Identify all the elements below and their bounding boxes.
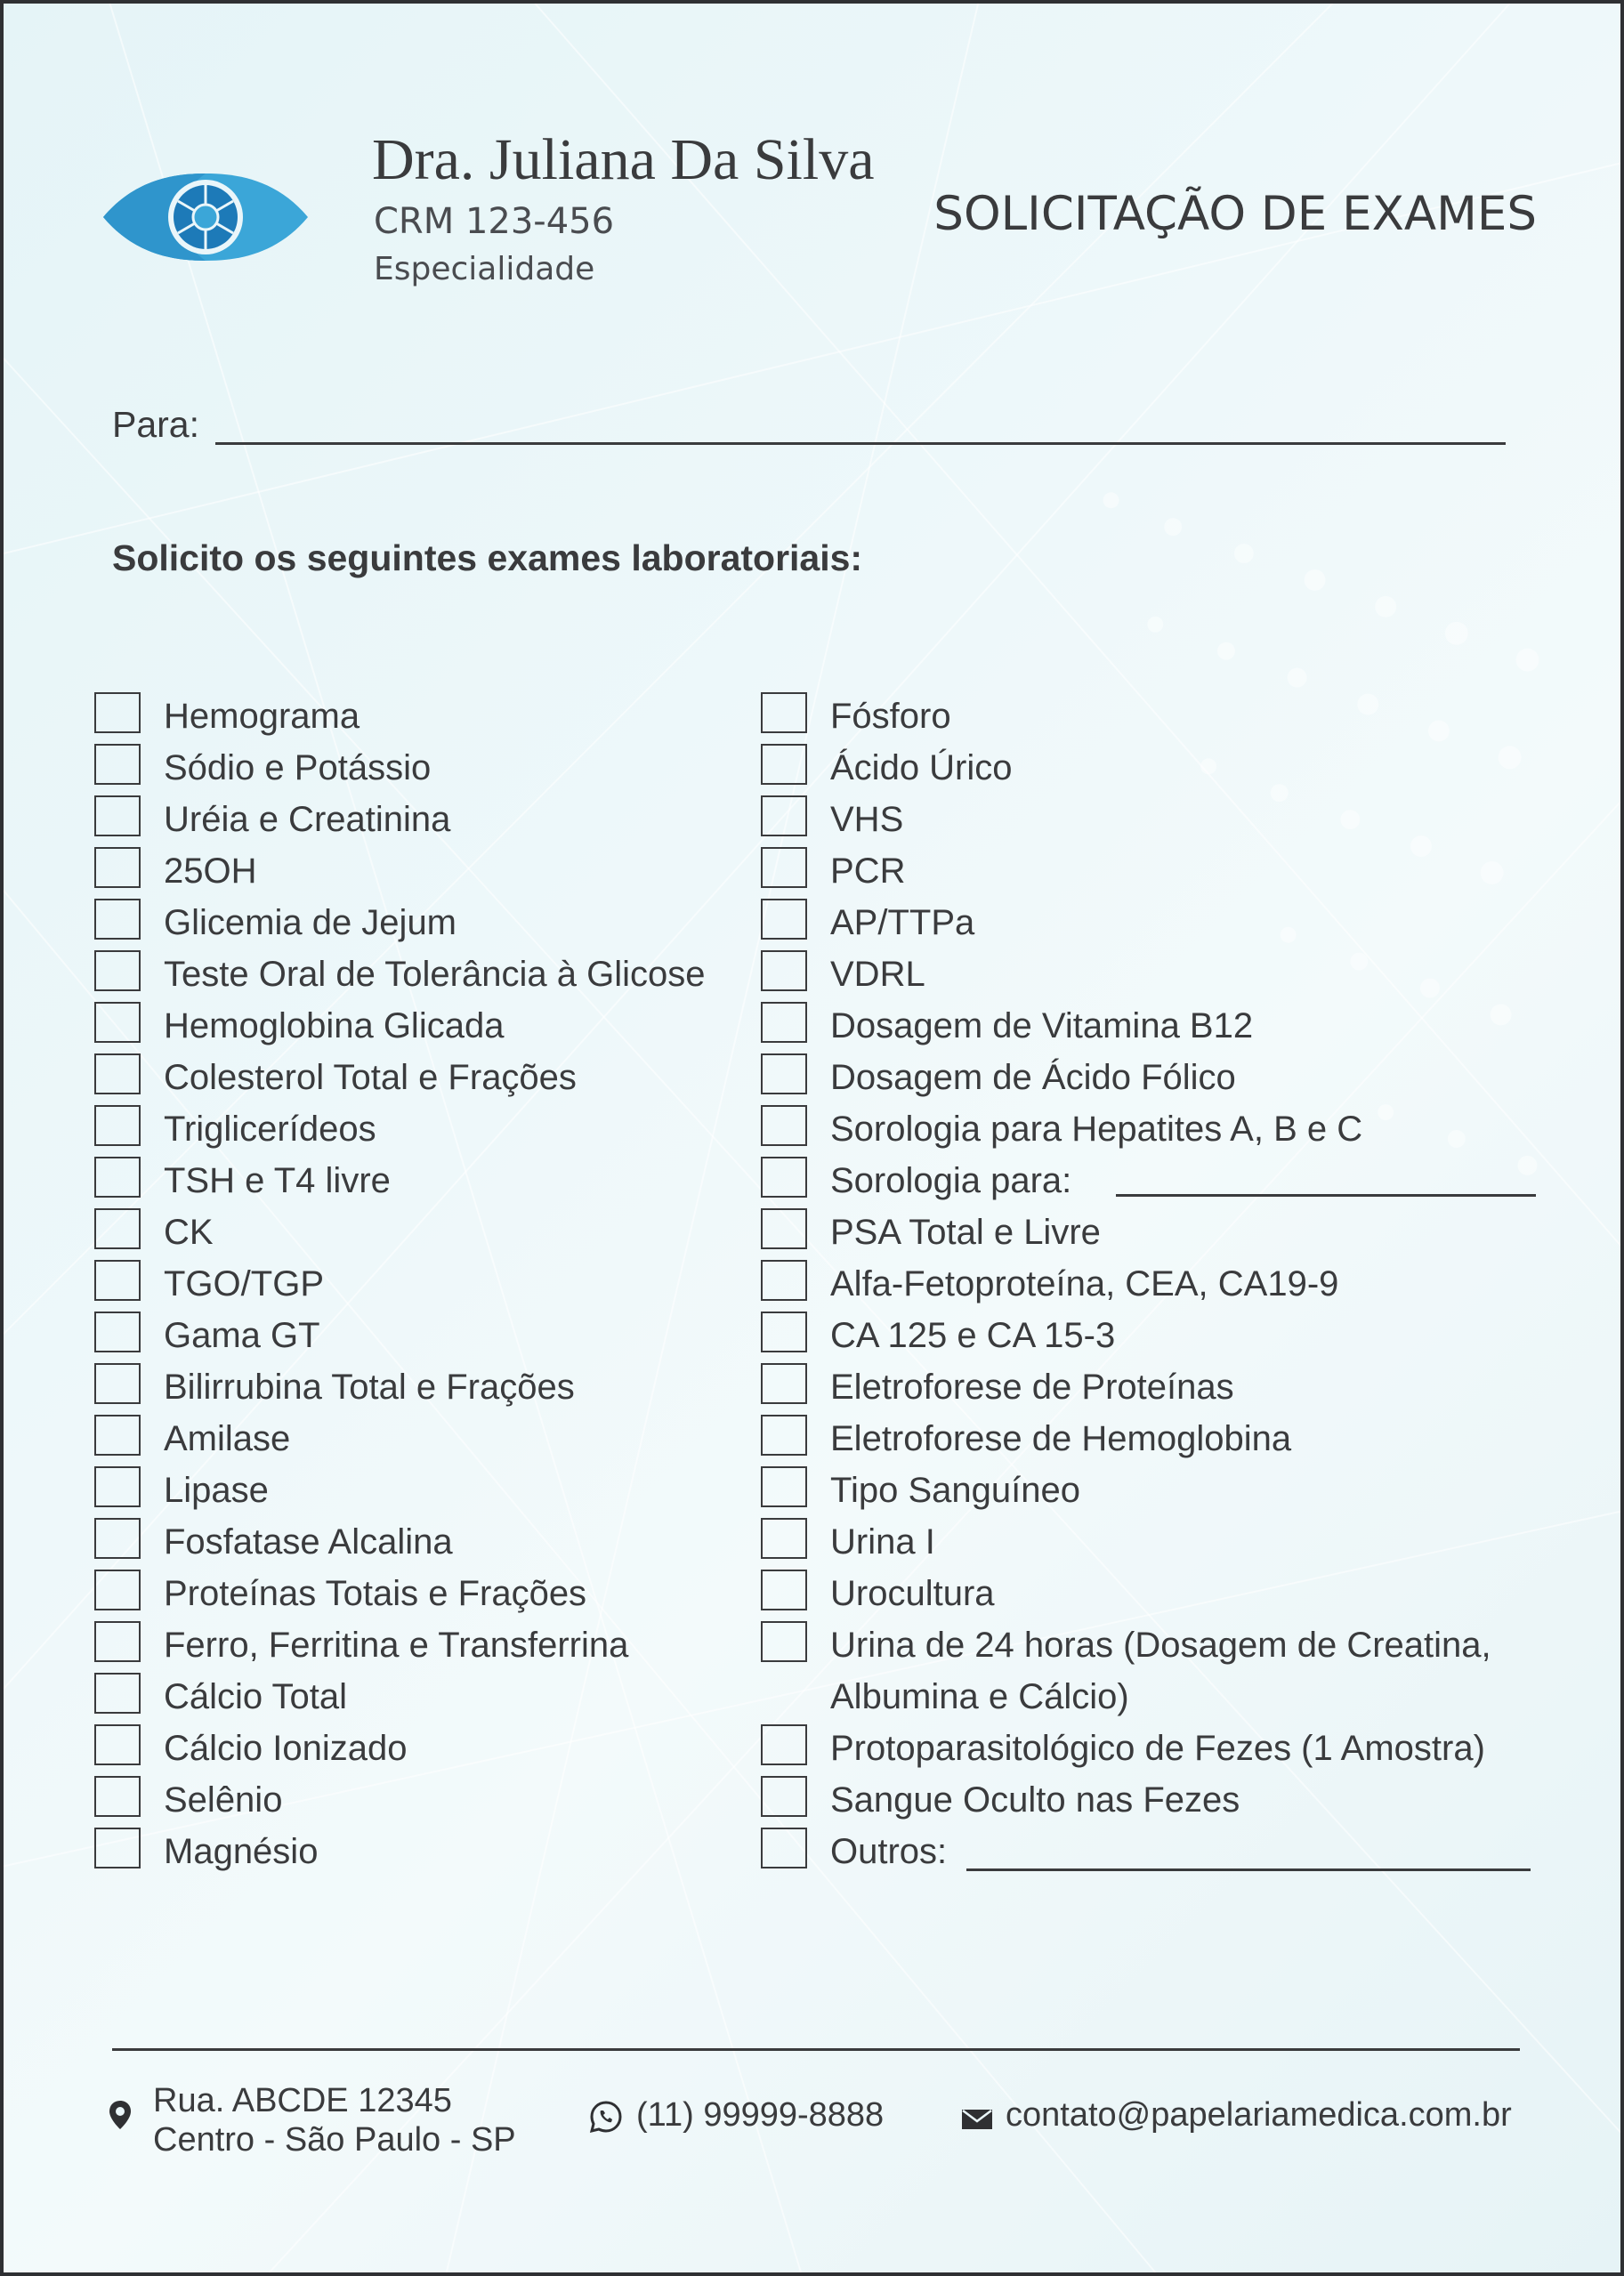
exam-label: CA 125 e CA 15-3 bbox=[830, 1316, 1116, 1355]
exam-checkbox[interactable] bbox=[761, 692, 807, 733]
exam-label: Urina I bbox=[830, 1522, 935, 1562]
phone-number[interactable]: (11) 99999-8888 bbox=[636, 2096, 885, 2134]
exam-checkbox[interactable] bbox=[94, 1105, 141, 1146]
exam-checkbox[interactable] bbox=[761, 1105, 807, 1146]
exam-checkbox[interactable] bbox=[94, 1157, 141, 1198]
address-line-2: Centro - São Paulo - SP bbox=[153, 2121, 516, 2159]
exam-checkbox[interactable] bbox=[94, 1621, 141, 1662]
exam-checkbox[interactable] bbox=[94, 1673, 141, 1714]
exam-checkbox[interactable] bbox=[761, 744, 807, 785]
exam-checkbox[interactable] bbox=[761, 1363, 807, 1404]
exam-label: Gama GT bbox=[164, 1316, 320, 1355]
exam-checkbox[interactable] bbox=[761, 1053, 807, 1094]
exam-checkbox[interactable] bbox=[94, 899, 141, 940]
exam-checkbox[interactable] bbox=[94, 1776, 141, 1817]
exam-checkbox[interactable] bbox=[761, 950, 807, 991]
exam-checkbox[interactable] bbox=[761, 1002, 807, 1043]
exam-label: TGO/TGP bbox=[164, 1264, 324, 1303]
recipient-label: Para: bbox=[112, 404, 199, 445]
footer-divider bbox=[112, 2048, 1520, 2051]
address-line-1: Rua. ABCDE 12345 bbox=[153, 2082, 452, 2119]
exam-checkbox[interactable] bbox=[94, 795, 141, 836]
sorologia-blank-field[interactable] bbox=[1116, 1194, 1536, 1197]
exam-checkbox[interactable] bbox=[94, 1415, 141, 1456]
exam-checkbox[interactable] bbox=[94, 1466, 141, 1507]
crm-number: CRM 123-456 bbox=[374, 201, 615, 242]
exam-label: Fosfatase Alcalina bbox=[164, 1522, 453, 1562]
map-pin-icon bbox=[109, 2100, 132, 2130]
exam-checkbox[interactable] bbox=[94, 1570, 141, 1610]
exam-checkbox[interactable] bbox=[761, 1776, 807, 1817]
exam-label: Hemograma bbox=[164, 697, 360, 736]
exam-label: Hemoglobina Glicada bbox=[164, 1006, 505, 1045]
exam-label: TSH e T4 livre bbox=[164, 1161, 391, 1200]
exam-checkbox[interactable] bbox=[761, 1570, 807, 1610]
exam-checkbox[interactable] bbox=[761, 1466, 807, 1507]
doctor-name: Dra. Juliana Da Silva bbox=[372, 127, 875, 192]
exam-label: Triglicerídeos bbox=[164, 1110, 376, 1149]
exam-checkbox[interactable] bbox=[94, 1828, 141, 1868]
exam-checkbox[interactable] bbox=[761, 1208, 807, 1249]
instructions-text: Solicito os seguintes exames laboratoriais: bbox=[112, 537, 863, 578]
exam-label: AP/TTPa bbox=[830, 903, 975, 942]
exam-label: Ferro, Ferritina e Transferrina bbox=[164, 1626, 629, 1665]
exam-checkbox[interactable] bbox=[94, 1002, 141, 1043]
exam-label: Dosagem de Ácido Fólico bbox=[830, 1058, 1236, 1097]
exam-checkbox[interactable] bbox=[94, 950, 141, 991]
exam-label: Dosagem de Vitamina B12 bbox=[830, 1006, 1254, 1045]
exam-label: Teste Oral de Tolerância à Glicose bbox=[164, 955, 706, 994]
whatsapp-icon bbox=[589, 2100, 623, 2134]
exam-label: Alfa-Fetoproteína, CEA, CA19-9 bbox=[830, 1264, 1339, 1303]
recipient-field[interactable] bbox=[215, 442, 1506, 445]
exam-checkbox[interactable] bbox=[94, 692, 141, 733]
exam-label: Uréia e Creatinina bbox=[164, 800, 451, 839]
exam-label: Bilirrubina Total e Frações bbox=[164, 1368, 575, 1407]
exam-label: Ácido Úrico bbox=[830, 748, 1013, 787]
exam-checkbox[interactable] bbox=[94, 1053, 141, 1094]
exam-label: VHS bbox=[830, 800, 904, 839]
form-title: SOLICITAÇÃO DE EXAMES bbox=[933, 187, 1537, 241]
exam-label: Selênio bbox=[164, 1780, 283, 1820]
exam-label: Colesterol Total e Frações bbox=[164, 1058, 577, 1097]
exam-label: VDRL bbox=[830, 955, 925, 994]
exam-label: Sódio e Potássio bbox=[164, 748, 432, 787]
exam-label: CK bbox=[164, 1213, 214, 1252]
exam-checkbox[interactable] bbox=[761, 1312, 807, 1352]
exam-label: PSA Total e Livre bbox=[830, 1213, 1101, 1252]
exam-label: Sorologia para: bbox=[830, 1161, 1072, 1200]
exam-checkbox[interactable] bbox=[761, 1518, 807, 1559]
exam-checkbox[interactable] bbox=[94, 1363, 141, 1404]
exam-label: Fósforo bbox=[830, 697, 951, 736]
exam-label: Proteínas Totais e Frações bbox=[164, 1574, 587, 1613]
exam-checkbox[interactable] bbox=[761, 1724, 807, 1765]
specialty: Especialidade bbox=[374, 251, 595, 287]
exam-checkbox[interactable] bbox=[761, 1260, 807, 1301]
exam-checkbox[interactable] bbox=[761, 1621, 807, 1662]
exam-checkbox[interactable] bbox=[761, 1157, 807, 1198]
exam-label: Tipo Sanguíneo bbox=[830, 1471, 1080, 1510]
exam-checkbox[interactable] bbox=[761, 795, 807, 836]
exam-label: Amilase bbox=[164, 1419, 291, 1458]
exam-label: Protoparasitológico de Fezes (1 Amostra) bbox=[830, 1729, 1485, 1768]
exam-checkbox[interactable] bbox=[94, 1312, 141, 1352]
exam-checkbox[interactable] bbox=[94, 1208, 141, 1249]
exam-checkbox[interactable] bbox=[761, 847, 807, 888]
exam-label: Outros: bbox=[830, 1832, 948, 1871]
exam-checkbox[interactable] bbox=[94, 1724, 141, 1765]
exam-checkbox[interactable] bbox=[94, 1260, 141, 1301]
outros-blank-field[interactable] bbox=[966, 1868, 1531, 1871]
exam-label: Lipase bbox=[164, 1471, 269, 1510]
exam-label: Eletroforese de Hemoglobina bbox=[830, 1419, 1292, 1458]
exam-checkbox[interactable] bbox=[94, 1518, 141, 1559]
exam-label: Cálcio Ionizado bbox=[164, 1729, 408, 1768]
exam-label: Eletroforese de Proteínas bbox=[830, 1368, 1234, 1407]
exam-label: Urina de 24 horas (Dosagem de Creatina, bbox=[830, 1626, 1491, 1665]
exam-checkbox[interactable] bbox=[94, 744, 141, 785]
exam-checkbox[interactable] bbox=[761, 899, 807, 940]
exam-label: PCR bbox=[830, 851, 906, 891]
exam-label: 25OH bbox=[164, 851, 257, 891]
envelope-icon bbox=[961, 2109, 993, 2130]
exam-checkbox[interactable] bbox=[761, 1415, 807, 1456]
exam-label: Magnésio bbox=[164, 1832, 319, 1871]
exam-label: Sorologia para Hepatites A, B e C bbox=[830, 1110, 1363, 1149]
exam-label: Glicemia de Jejum bbox=[164, 903, 457, 942]
exam-label-continuation: Albumina e Cálcio) bbox=[830, 1677, 1129, 1716]
exam-label: Sangue Oculto nas Fezes bbox=[830, 1780, 1240, 1820]
email-address[interactable]: contato@papelariamedica.com.br bbox=[1006, 2096, 1512, 2134]
exam-label: Cálcio Total bbox=[164, 1677, 348, 1716]
exam-checkbox[interactable] bbox=[94, 847, 141, 888]
exam-label: Urocultura bbox=[830, 1574, 995, 1613]
exam-checkbox[interactable] bbox=[761, 1828, 807, 1868]
eye-shutter-logo bbox=[100, 168, 311, 266]
